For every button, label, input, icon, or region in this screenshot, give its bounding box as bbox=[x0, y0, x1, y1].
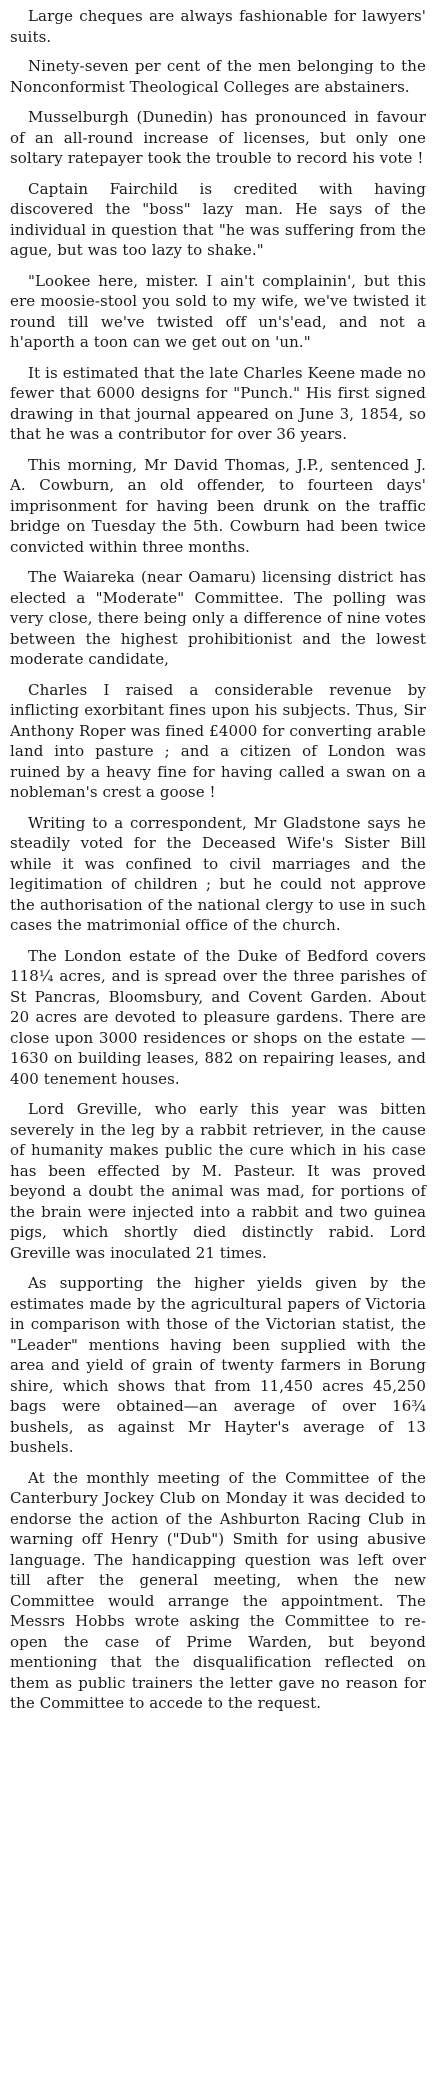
paragraph-lazy-man: Captain Fairchild is credited with having discovered the "boss" lazy man. He says of the individual in question that "he was suffering from the ague, but was too lazy to shake." bbox=[10, 179, 426, 259]
paragraph-lawyers-cheques: Large cheques are always fashionable for lawyers' suits. bbox=[10, 7, 426, 46]
paragraph-charles-keene: It is estimated that the late Charles Keene made no fewer that 6000 designs for "Punch." His first signed drawing in that journal appeared on June 3, 1854, so that he was a contributor for over 36 years. bbox=[10, 363, 426, 443]
paragraph-abstainers: Ninety-seven per cent of the men belonging to the Nonconformist Theological Colleges are abstainers. bbox=[10, 57, 426, 96]
paragraph-cowburn-sentence: This morning, Mr David Thomas, J.P., sentenced J. A. Cowburn, an old offender, to fourteen days' imprisonment for having been drunk on the traffic bridge on Tuesday the 5th. Cowburn had been twice convicted within three months. bbox=[10, 455, 426, 556]
paragraph-lord-greville: Lord Greville, who early this year was bitten severely in the leg by a rabbit retriever, in the cause of humanity makes public the cure which in his case has been effected by M. Pasteur. It was proved beyond a doubt the animal was mad, for portions of the brain were injected into a rabbit and two guinea pigs, which shortly died distinctly rabid. Lord Greville was inoculated 21 times. bbox=[10, 1100, 426, 1262]
paragraph-music-stool: "Lookee here, mister. I ain't complainin', but this ere moosie-stool you sold to my wife, we've twisted it round till we've twisted off un's'ead, and not a h'aporth a toon can we get out on 'un." bbox=[10, 271, 426, 351]
paragraph-bedford-estate: The London estate of the Duke of Bedford covers 118¼ acres, and is spread over the three parishes of St Pancras, Bloomsbury, and Covent Garden. About 20 acres are devoted to pleasure gardens. There are close upon 3000 residences or shops on the estate —1630 on building leases, 882 on repairing leases, and 400 tenement houses. bbox=[10, 946, 426, 1088]
paragraph-gladstone: Writing to a correspondent, Mr Gladstone says he steadily voted for the Deceased Wife's Sister Bill while it was confined to civil marriages and the legitimation of children ; but he could not approve the authorisation of the national clergy to use in such cases the matrimonial office of the church. bbox=[10, 813, 426, 934]
paragraph-jockey-club: At the monthly meeting of the Committee of the Canterbury Jockey Club on Monday it was decided to endorse the action of the Ashburton Racing Club in warning off Henry ("Dub") Smith for using abusive language. The handicapping question was left over till after the general meeting, when the new Committee would arrange the appointment. The Messrs Hobbs wrote asking the Committee to re-open the case of Prime Warden, but beyond mentioning that the disqualification reflected on them as public trainers the letter gave no reason for the Committee to accede to the request. bbox=[10, 1468, 426, 1712]
paragraph-victoria-yields: As supporting the higher yields given by the estimates made by the agricultural papers of Victoria in comparison with those of the Victorian statist, the "Leader" mentions having been supplied with the area and yield of grain of twenty farmers in Borung shire, which shows that from 11,450 acres 45,250 bags were obtained—an average of over 16¾ bushels, as against Mr Hayter's average of 13 bushels. bbox=[10, 1274, 426, 1456]
paragraph-charles-i-fines: Charles I raised a considerable revenue by inflicting exorbitant fines upon his subjects. Thus, Sir Anthony Roper was fined £4000 for converting arable land into pasture ; and a citizen of London was ruined by a heavy fine for having called a swan on a nobleman's crest a goose ! bbox=[10, 680, 426, 801]
paragraph-musselburgh-licenses: Musselburgh (Dunedin) has pronounced in favour of an all-round increase of licenses, but only one soltary ratepayer took the trouble to record his vote ! bbox=[10, 108, 426, 167]
paragraph-waiareka-licensing: The Waiareka (near Oamaru) licensing district has elected a "Moderate" Committee. The polling was very close, there being only a difference of nine votes between the highest prohibitionist and the lowest moderate candidate, bbox=[10, 568, 426, 668]
